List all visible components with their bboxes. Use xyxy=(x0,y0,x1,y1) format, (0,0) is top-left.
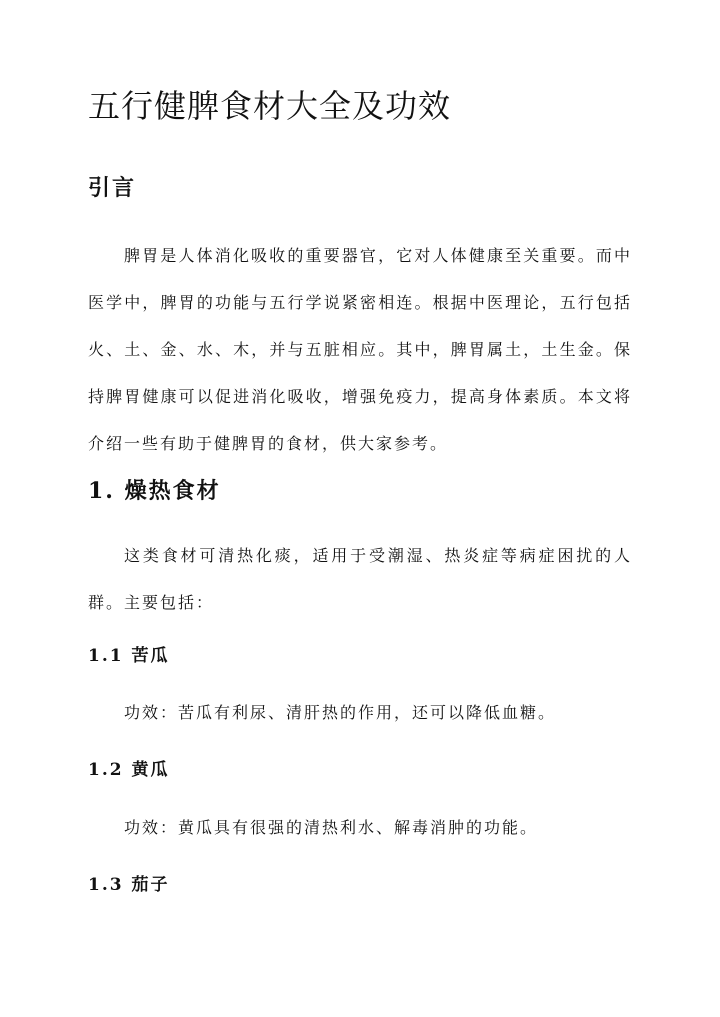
section-heading-intro: 引言 xyxy=(88,175,137,201)
subsection-1-2-effect: 功效：黄瓜具有很强的清热利水、解毒消肿的功能。 xyxy=(124,818,539,837)
intro-paragraph: 脾胃是人体消化吸收的重要器官，它对人体健康至关重要。而中医学中，脾胃的功能与五行学说紧密相连。根据中医理论，五行包括火、土、金、水、木，并与五脏相应。其中，脾胃属土，土生金。保持脾胃健康可以促进消化吸收，增强免疫力，提高身体素质。本文将介绍一些有助于健脾胃的食材，供大家参考。 xyxy=(88,246,632,453)
subsection-heading-1-1: 1.1 苦瓜 xyxy=(88,646,170,666)
subsection-heading-1-3: 1.3 茄子 xyxy=(88,875,170,895)
document-title: 五行健脾食材大全及功效 xyxy=(88,87,452,125)
subsection-heading-1-2: 1.2 黄瓜 xyxy=(88,760,170,780)
section-heading-1: 1. 燥热食材 xyxy=(88,478,221,504)
section-1-paragraph: 这类食材可清热化痰，适用于受潮湿、热炎症等病症困扰的人群。主要包括： xyxy=(88,546,632,612)
subsection-1-1-effect: 功效：苦瓜有利尿、清肝热的作用，还可以降低血糖。 xyxy=(124,703,557,722)
